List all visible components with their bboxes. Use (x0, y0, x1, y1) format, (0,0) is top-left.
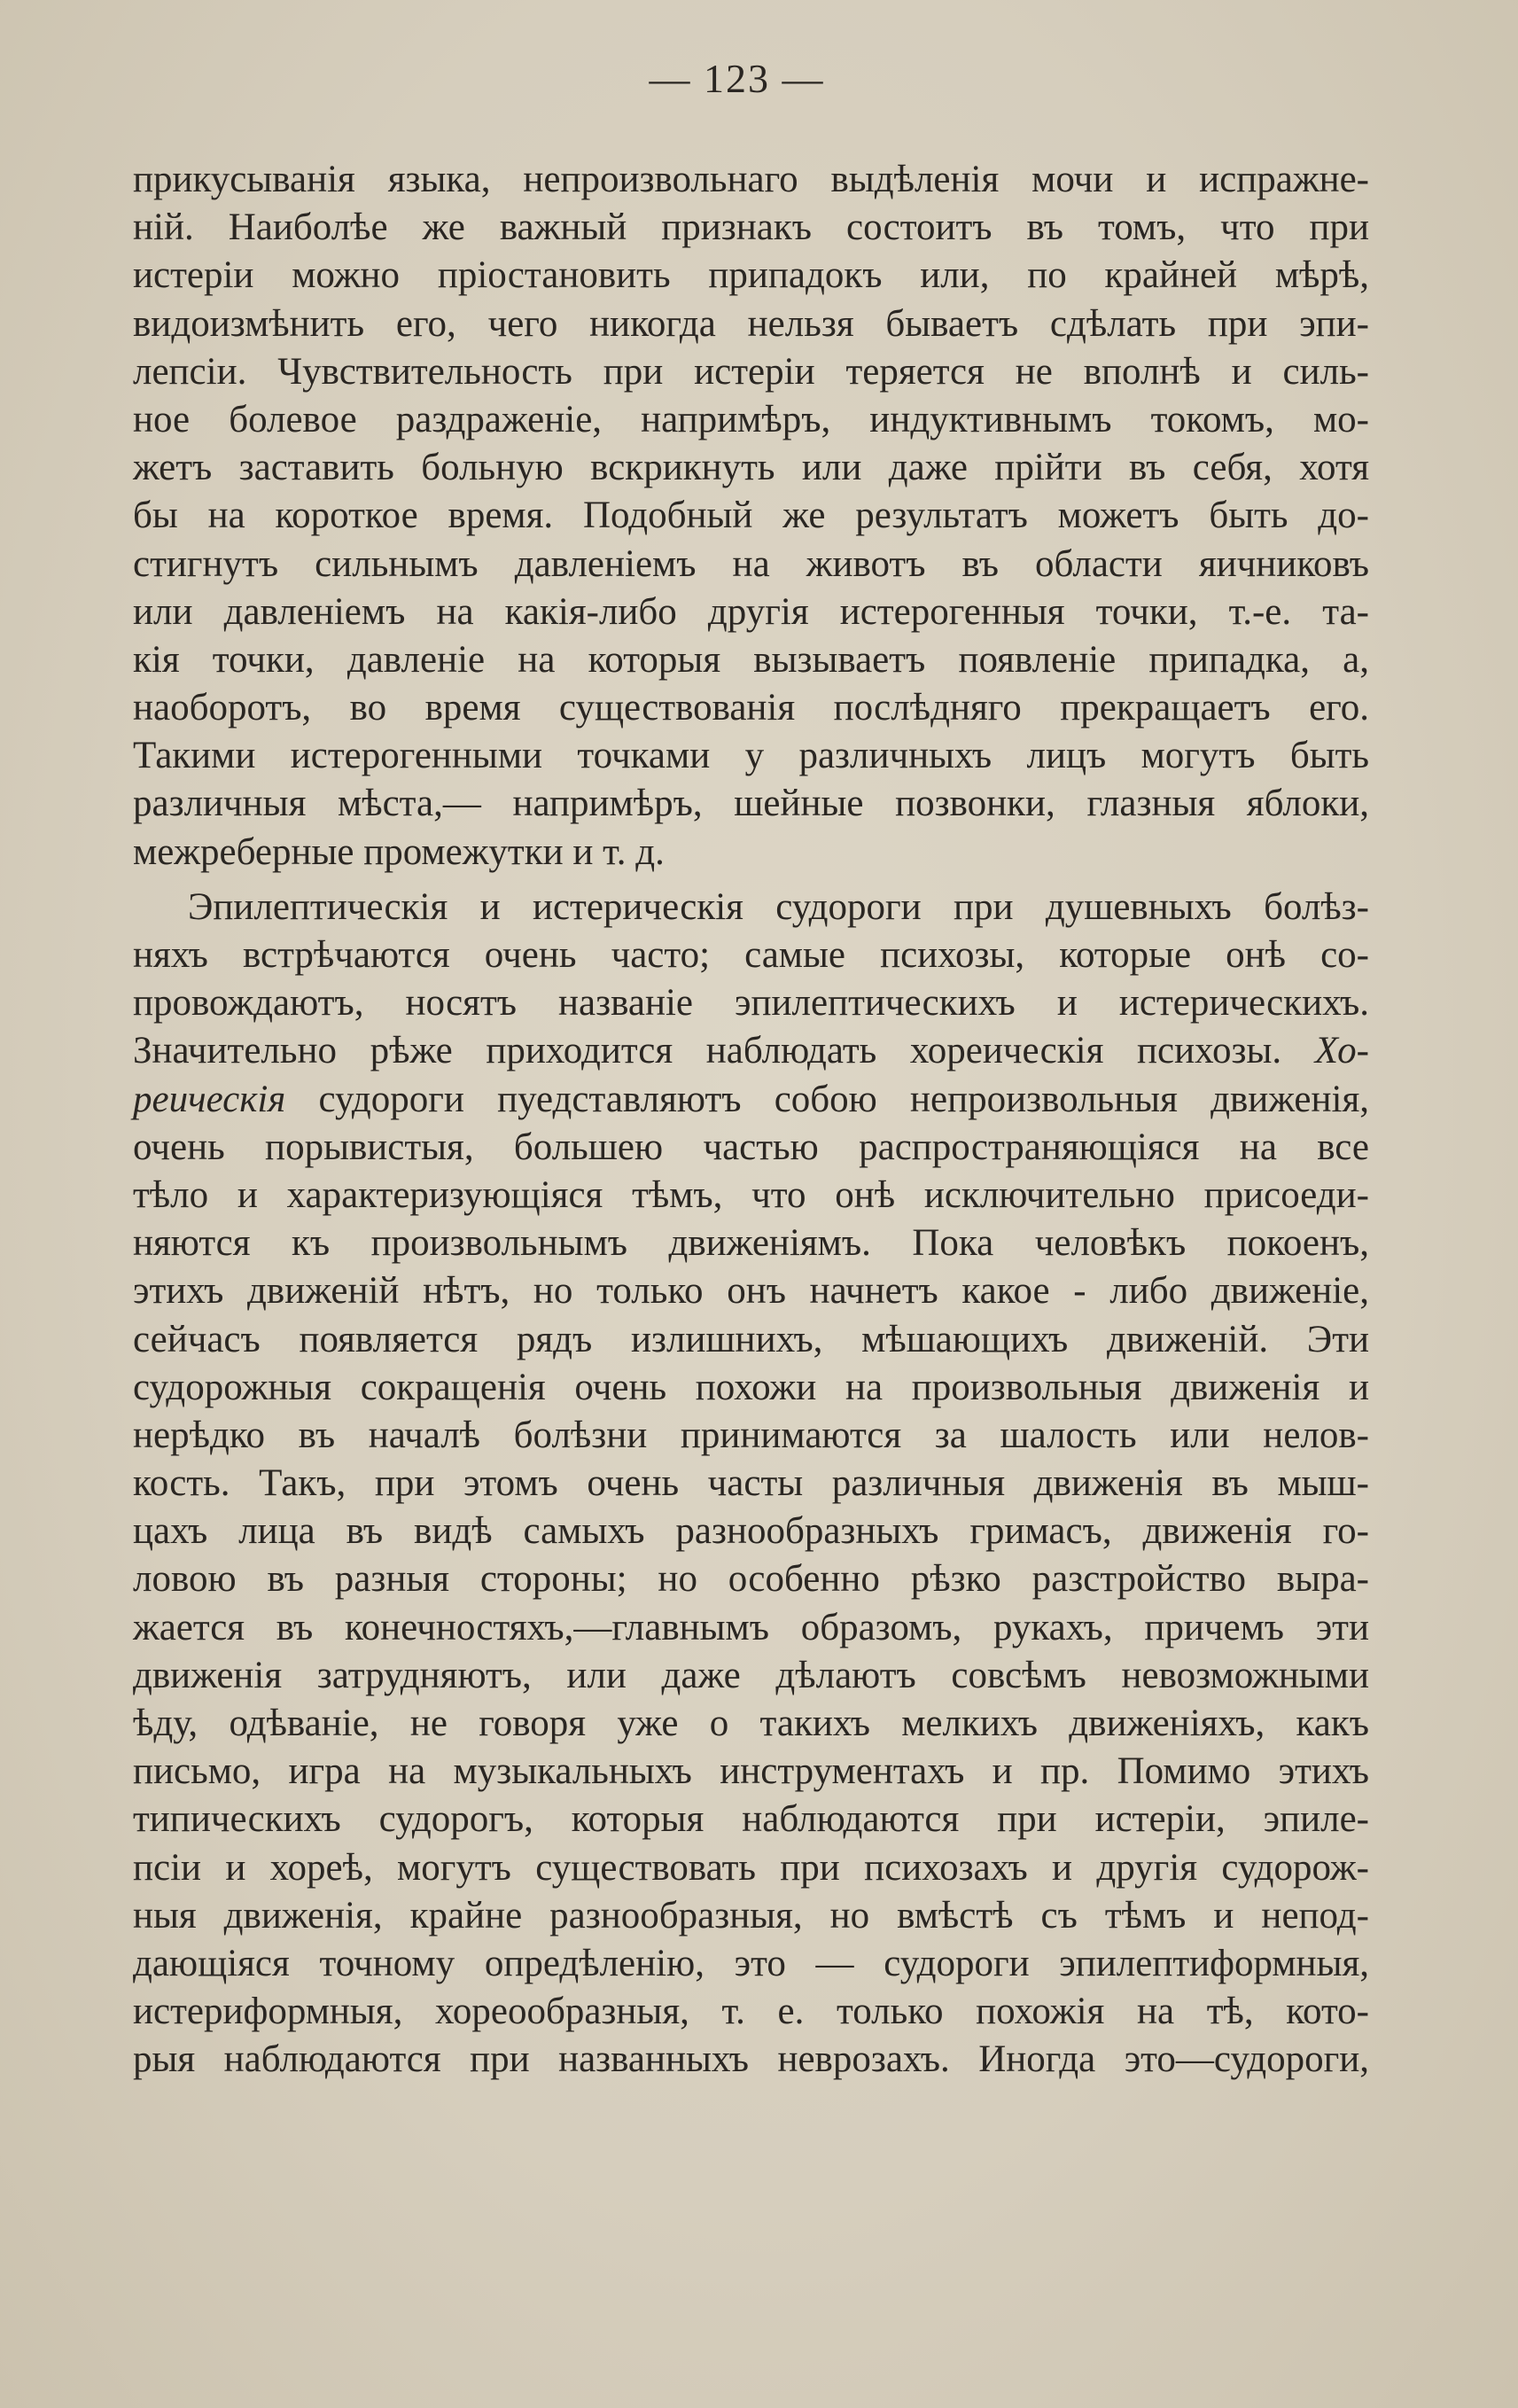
text-line: стигнутъ сильнымъ давленіемъ на животъ въ области яичниковъ (133, 542, 1369, 585)
text-line: Эпилептическія и истерическія судороги при душевныхъ болѣз- (188, 885, 1369, 928)
text-line: ѣду, одѣваніе, не говоря уже о такихъ мелкихъ движеніяхъ, какъ (133, 1703, 1369, 1744)
text-line: истеріи можно пріостановить припадокъ или, по крайней мѣрѣ, (133, 254, 1369, 297)
text-line: типическихъ судорогъ, которыя наблюдаются при истеріи, эпиле- (133, 1798, 1369, 1841)
text-line: бы на короткое время. Подобный же результатъ можетъ быть до- (133, 495, 1369, 537)
text-line: прикусыванія языка, непроизвольнаго выдѣленія мочи и испражне- (133, 159, 1369, 200)
text-line: рыя наблюдаются при названныхъ неврозахъ. Иногда это—судороги, (133, 2038, 1369, 2081)
text-line: жетъ заставить больную вскрикнуть или даже прійти въ себя, хотя (133, 447, 1369, 489)
body-text (133, 156, 1369, 2085)
page-number: — 123 — (649, 56, 825, 101)
paragraph-1 (133, 156, 1369, 877)
text-line: очень порывистыя, большею частью распространяющіяся на все (133, 1126, 1369, 1168)
text-line: ній. Наиболѣе же важный признакъ состоитъ въ томъ, что при (133, 207, 1369, 249)
text-line: Значительно рѣже приходится наблюдать хореическія психозы. Хо- (133, 1030, 1369, 1072)
text-line: ныя движенія, крайне разнообразныя, но вмѣстѣ съ тѣмъ и непод- (133, 1894, 1369, 1937)
text-line: судорожныя сокращенія очень похожи на произвольныя движенія и (133, 1366, 1369, 1408)
text-line: провождаютъ, носятъ названіе эпилептическихъ и истерическихъ. (133, 982, 1369, 1025)
text-line: видоизмѣнить его, чего никогда нельзя бываетъ сдѣлать при эпи- (133, 302, 1369, 345)
text-line: наоборотъ, во время существованія послѣдняго прекращаетъ его. (133, 687, 1369, 729)
text-line: псіи и хореѣ, могутъ существовать при психозахъ и другія судорож- (133, 1846, 1369, 1889)
text-line: лепсіи. Чувствительность при истеріи теряется не вполнѣ и силь- (133, 350, 1369, 393)
text-line: няхъ встрѣчаются очень часто; самые психозы, которые онѣ со- (133, 934, 1369, 976)
text-line: ное болевое раздраженіе, напримѣръ, индуктивнымъ токомъ, мо- (133, 398, 1369, 440)
text-line: ловою въ разныя стороны; но особенно рѣзко разстройство выра- (133, 1558, 1369, 1601)
text-line: жается въ конечностяхъ,—главнымъ образомъ, рукахъ, причемъ эти (133, 1606, 1369, 1648)
text-line: истериформныя, хореообразныя, т. е. только похожія на тѣ, кото- (133, 1991, 1369, 2033)
text-line: няются къ произвольнымъ движеніямъ. Пока человѣкъ покоенъ, (133, 1222, 1369, 1265)
text-line: различныя мѣста,— напримѣръ, шейные позвонки, глазныя яблоки, (133, 783, 1369, 825)
text-line: нерѣдко въ началѣ болѣзни принимаются за шалость или нелов- (133, 1414, 1369, 1456)
text-line: или давленіемъ на какія-либо другія истерогенныя точки, т.-е. та- (133, 590, 1369, 633)
text-line: кость. Такъ, при этомъ очень часты различныя движенія въ мыш- (133, 1462, 1369, 1505)
text-line: цахъ лица въ видѣ самыхъ разнообразныхъ гримасъ, движенія го- (133, 1510, 1369, 1553)
italic-word: реическія (133, 1078, 286, 1120)
text-line: движенія затрудняютъ, или даже дѣлаютъ совсѣмъ невозможными (133, 1654, 1369, 1696)
text-line: дающіяся точному опредѣленію, это — судороги эпилептиформныя, (133, 1942, 1369, 1984)
text-line: тѣло и характеризующіяся тѣмъ, что онѣ исключительно присоеди- (133, 1173, 1369, 1216)
text-line: межреберные промежутки и т. д. (133, 830, 665, 873)
text-line: этихъ движеній нѣтъ, но только онъ начнетъ какое - либо движеніе, (133, 1270, 1369, 1313)
text-line: кія точки, давленіе на которыя вызываетъ появленіе припадка, а, (133, 638, 1369, 681)
text-line: письмо, игра на музыкальныхъ инструментахъ и пр. Помимо этихъ (133, 1750, 1369, 1793)
italic-word: Хо- (1314, 1030, 1369, 1072)
text-line: Такими истерогенными точками у различныхъ лицъ могутъ быть (133, 735, 1369, 777)
text-line: реическія судороги пуедставляютъ собою непроизвольныя движенія, (133, 1078, 1369, 1120)
paragraph-2 (133, 884, 1369, 2085)
text-line: сейчасъ появляется рядъ излишнихъ, мѣшающихъ движеній. Эти (133, 1318, 1369, 1360)
